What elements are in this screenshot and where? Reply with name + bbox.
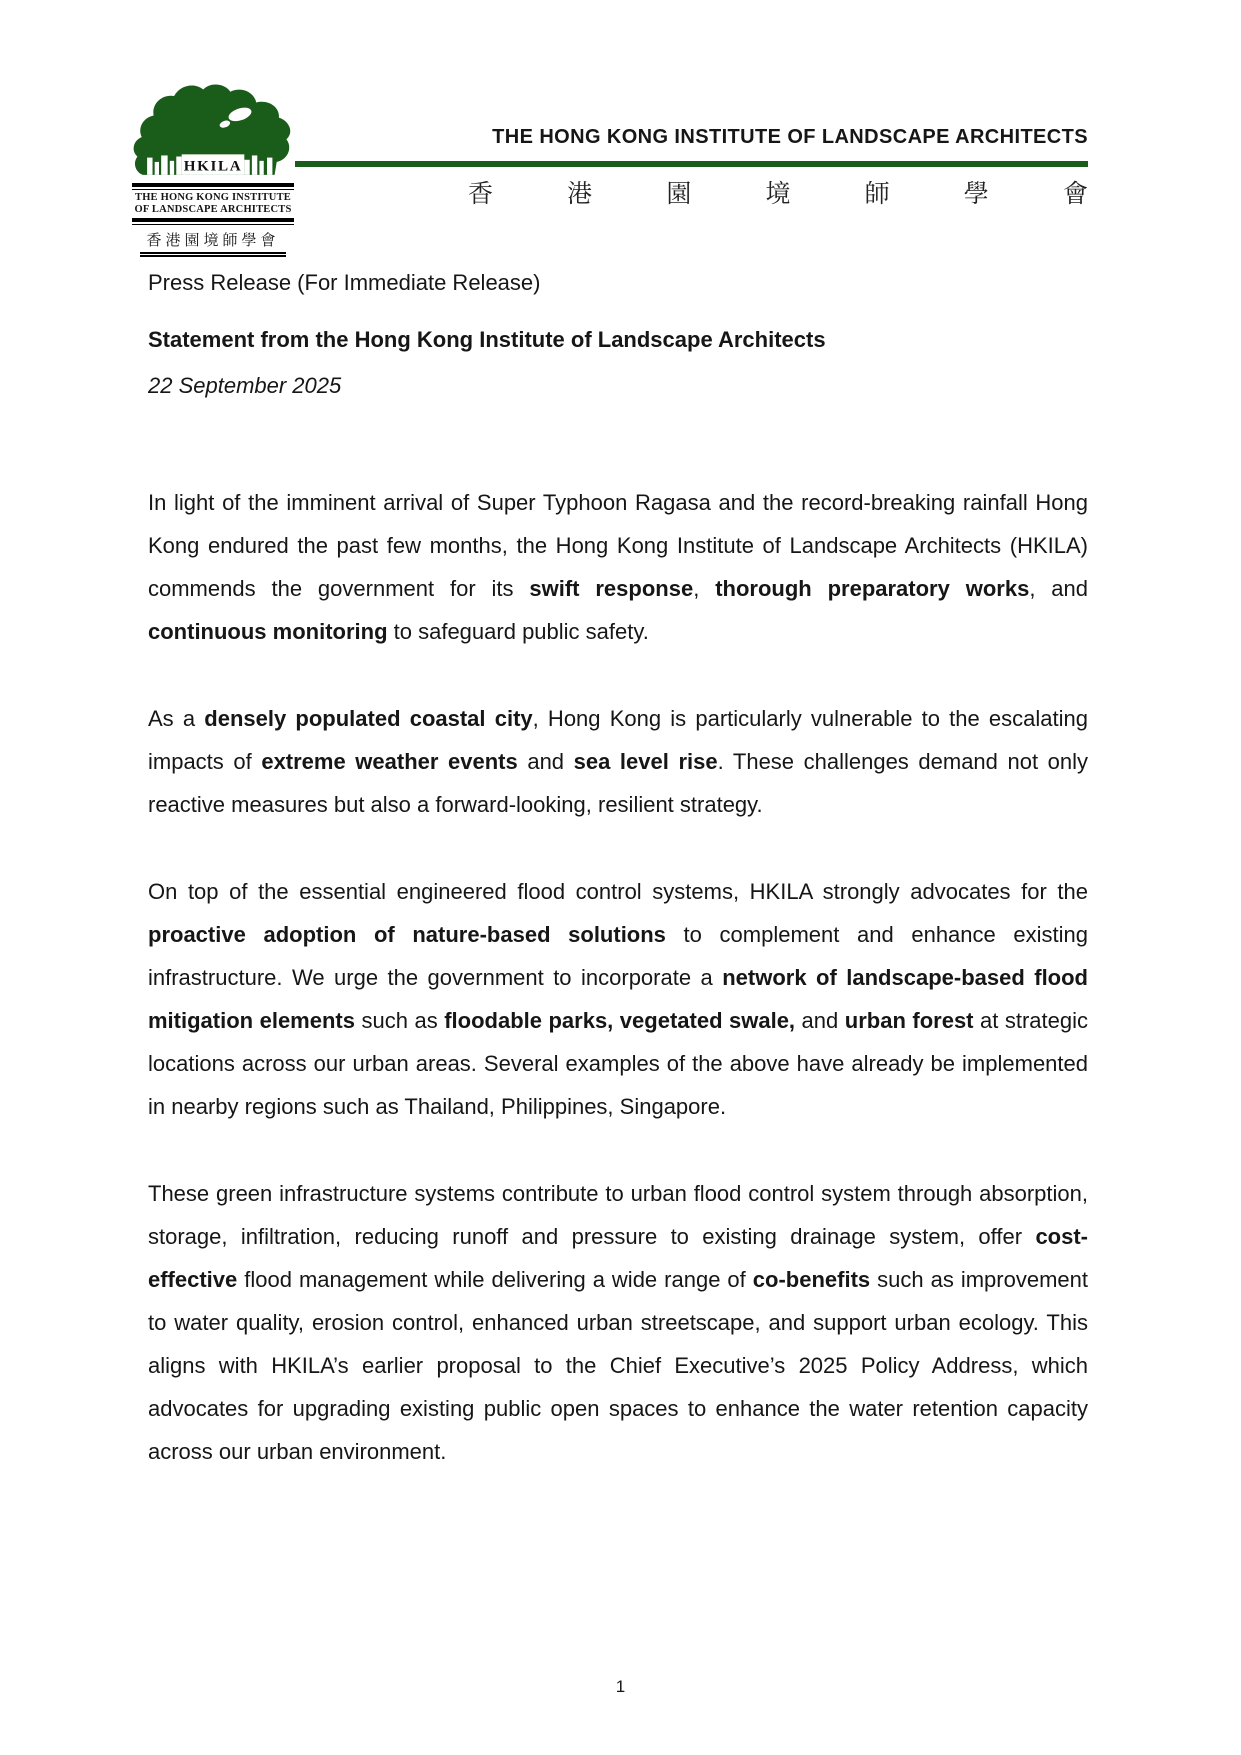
text-segment: In light of the imminent arrival of Super Typhoon Ragasa and the record-breaking rainfall Hong Kong endured the past few months, the Hong Kong Institute of Landscape Architects (HKILA) commends the government for its	[148, 490, 1088, 601]
logo-institute-name	[132, 190, 294, 216]
letterhead-title-english: THE HONG KONG INSTITUTE OF LANDSCAPE ARCHITECTS	[492, 126, 1088, 148]
logo-divider-bottom	[132, 218, 294, 225]
body-paragraph	[148, 481, 1088, 653]
text-segment: These green infrastructure systems contribute to urban flood control system through absorption, storage, infiltration, reducing runoff and pressure to existing drainage system, offer	[148, 1181, 1088, 1249]
bold-text-segment: densely populated coastal city	[204, 706, 533, 731]
paragraphs	[148, 481, 1088, 1473]
bold-text-segment: network of landscape-based flood mitigation elements	[148, 965, 1088, 1033]
bold-text-segment: co-benefits	[752, 1267, 871, 1292]
text-segment: As a	[148, 706, 205, 731]
chinese-character: 港	[567, 181, 593, 208]
text-segment: to complement and enhance existing infrastructure. We urge the government to incorporate a	[148, 922, 1088, 990]
tree-canopy-icon	[132, 82, 294, 181]
text-segment: flood management while delivering a wide range of	[237, 1267, 753, 1292]
text-segment: ,	[693, 576, 716, 601]
bold-text-segment: floodable parks, vegetated swale,	[444, 1008, 796, 1033]
statement-title: Statement from the Hong Kong Institute of Landscape Architects	[148, 327, 826, 352]
text-segment: to safeguard public safety.	[387, 619, 649, 644]
text-segment: such as	[354, 1008, 445, 1033]
text-segment: On top of the essential engineered flood control systems, HKILA strongly advocates for the	[148, 879, 1088, 904]
logo-divider-top	[132, 183, 294, 190]
text-segment: such as improvement to water quality, erosion control, enhanced urban streetscape, and support urban ecology. This aligns with HKILA’s earlier proposal to the Chief Executive’s 2025 Policy Address, which advocates for upgrading existing public open spaces to enhance the water retention capacity across our urban environment.	[148, 1267, 1088, 1464]
hkila-logo	[132, 82, 294, 257]
bold-text-segment: thorough preparatory works	[715, 576, 1030, 601]
text-segment: . These challenges demand not only reactive measures but also a forward-looking, resilient strategy.	[148, 749, 1089, 817]
logo-name-line2: OF LANDSCAPE ARCHITECTS	[134, 203, 292, 215]
page-number: 1	[615, 1677, 626, 1696]
document-body	[148, 258, 1088, 1517]
letterhead-green-rule	[295, 161, 1088, 167]
text-segment: and	[795, 1008, 845, 1033]
text-segment: and	[517, 749, 574, 774]
text-segment: , Hong Kong is particularly vulnerable to the escalating impacts of	[148, 706, 1088, 774]
logo-acronym: HKILA	[183, 158, 243, 175]
body-paragraph	[148, 1172, 1088, 1473]
press-release-line: Press Release (For Immediate Release)	[148, 270, 541, 295]
logo-chinese-name: 香港園境師學會	[140, 228, 285, 257]
chinese-character: 師	[864, 181, 890, 208]
letterhead-title-chinese	[468, 174, 1088, 210]
bold-text-segment: cost-effective	[148, 1224, 1088, 1292]
body-paragraph	[148, 697, 1088, 826]
date-line: 22 September 2025	[148, 373, 342, 398]
bold-text-segment: continuous monitoring	[148, 619, 388, 644]
logo-name-line1: THE HONG KONG INSTITUTE	[134, 192, 291, 204]
body-paragraph	[148, 870, 1088, 1128]
bold-text-segment: sea level rise	[573, 749, 718, 774]
chinese-character: 境	[765, 181, 791, 208]
chinese-character: 學	[963, 181, 989, 208]
text-segment: at strategic locations across our urban areas. Several examples of the above have already be implemented in nearby regions such as Thailand, Philippines, Singapore.	[148, 1008, 1089, 1119]
bold-text-segment: proactive adoption of nature-based solutions	[148, 922, 666, 947]
text-segment: , and	[1029, 576, 1089, 601]
letterhead	[295, 126, 1088, 210]
bold-text-segment: urban forest	[844, 1008, 974, 1033]
bold-text-segment: swift response	[529, 576, 694, 601]
logo-chinese-wrap	[132, 228, 294, 257]
bold-text-segment: extreme weather events	[261, 749, 518, 774]
chinese-character: 園	[666, 181, 692, 208]
chinese-character: 香	[468, 181, 494, 208]
chinese-character: 會	[1062, 181, 1088, 208]
